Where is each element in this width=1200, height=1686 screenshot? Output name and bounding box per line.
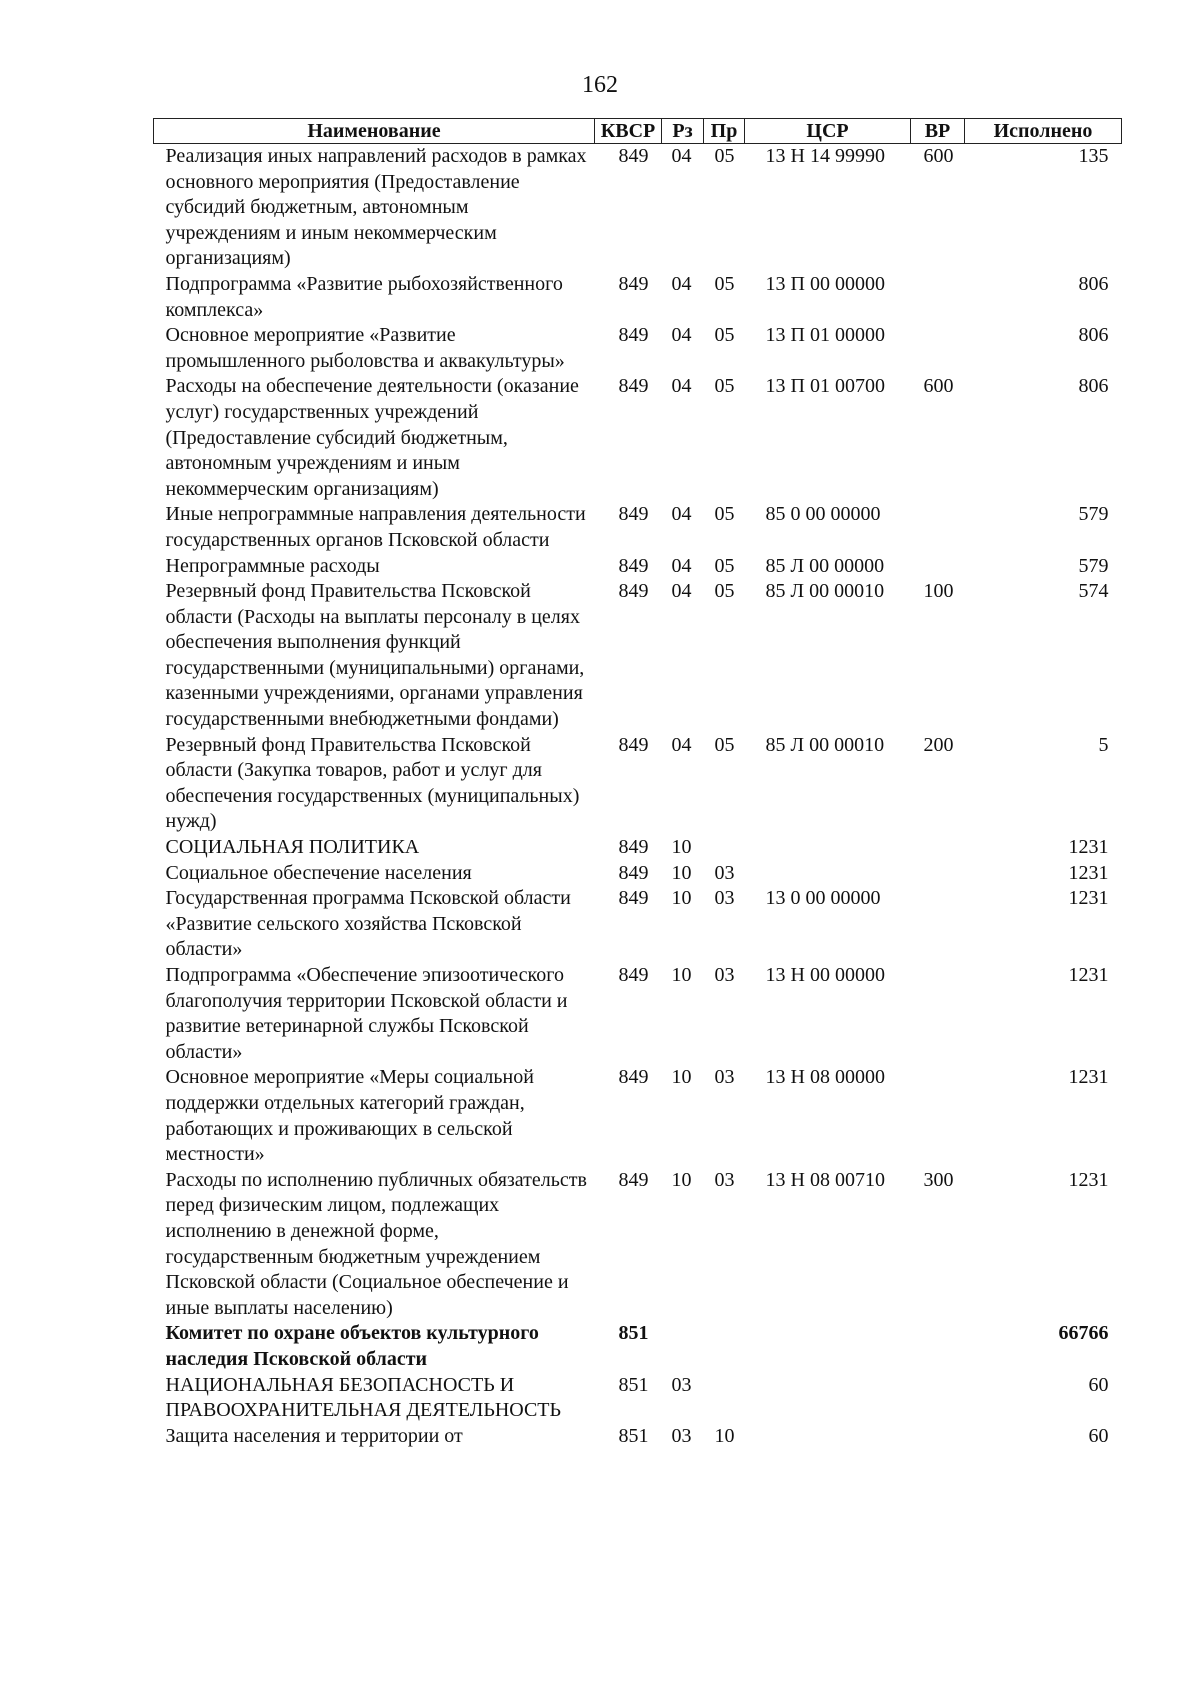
cell-kvsr: 849 (618, 375, 649, 398)
cell-kvsr: 849 (618, 145, 649, 167)
table-row (154, 502, 1122, 553)
cell-amount: 1231 (1068, 1168, 1109, 1191)
table-row (154, 1321, 1122, 1372)
table-row (154, 374, 1122, 502)
cell-rz: 04 (671, 733, 692, 756)
cell-amount: 5 (1098, 733, 1109, 756)
cell-amount: 579 (1078, 554, 1109, 577)
cell-kvsr: 849 (618, 1066, 649, 1089)
cell-rz: 04 (671, 272, 692, 295)
cell-pr: 03 (714, 861, 735, 884)
cell-csr (745, 1373, 911, 1424)
cell-amount: 1231 (1068, 861, 1109, 884)
cell-rz: 10 (671, 1168, 692, 1191)
cell-pr: 05 (714, 145, 735, 167)
cell-name: Социальное обеспечение населения (165, 861, 472, 884)
cell-pr: 05 (714, 272, 735, 295)
cell-kvsr: 851 (618, 1322, 649, 1345)
cell-vr (911, 502, 965, 553)
cell-rz: 04 (671, 324, 692, 347)
cell-pr: 05 (714, 733, 735, 756)
table-row (154, 835, 1122, 861)
cell-vr (911, 1373, 965, 1424)
cell-amount: 579 (1078, 503, 1109, 526)
cell-name: Резервный фонд Правительства Псковской области (Расходы на выплаты персоналу в целях обеспечения выполнения функций государственными (муниципальными) органами, казенными учреждениями, органами управления государственными внебюджетными фондами) (165, 580, 585, 731)
cell-amount: 1231 (1068, 887, 1109, 910)
cell-rz: 10 (671, 1066, 692, 1089)
cell-amount: 1231 (1068, 1066, 1109, 1089)
cell-csr (745, 835, 911, 861)
cell-rz (662, 1321, 704, 1372)
cell-vr (911, 554, 965, 580)
cell-vr (911, 963, 965, 1065)
column-header-pr: Пр (704, 119, 745, 144)
page-number: 162 (582, 72, 618, 98)
cell-kvsr: 849 (618, 733, 649, 756)
cell-pr (704, 1373, 745, 1424)
cell-kvsr: 849 (618, 503, 649, 526)
cell-amount: 806 (1078, 272, 1109, 295)
cell-csr: 13 П 00 00000 (765, 272, 885, 295)
cell-amount: 1231 (1068, 836, 1109, 859)
table-row (154, 1168, 1122, 1322)
cell-kvsr: 849 (618, 887, 649, 910)
table-body (154, 144, 1122, 1450)
cell-pr (704, 835, 745, 861)
cell-amount: 806 (1078, 324, 1109, 347)
cell-pr: 03 (714, 1168, 735, 1191)
table-row (154, 1373, 1122, 1424)
cell-name: Резервный фонд Правительства Псковской области (Закупка товаров, работ и услуг для обеспечения государственных (муниципальных) нужд) (165, 733, 580, 833)
cell-name: СОЦИАЛЬНАЯ ПОЛИТИКА (165, 836, 420, 859)
cell-vr (911, 886, 965, 963)
cell-kvsr: 849 (618, 964, 649, 986)
cell-rz: 04 (671, 145, 692, 167)
cell-csr: 13 Н 08 00000 (765, 1066, 885, 1089)
cell-amount: 1231 (1068, 964, 1109, 986)
cell-amount: 66766 (1058, 1322, 1109, 1345)
cell-kvsr: 849 (618, 1168, 649, 1191)
cell-name: Расходы по исполнению публичных обязательств перед физическим лицом, подлежащих исполнению в денежной форме, государственным бюджетным учреждением Псковской области (Социальное обеспечение и иные выплаты населению) (165, 1168, 587, 1319)
table-row (154, 579, 1122, 733)
cell-csr: 13 П 01 00700 (765, 375, 885, 398)
table-row (154, 1065, 1122, 1167)
cell-csr (745, 1321, 911, 1372)
cell-rz: 03 (671, 1424, 692, 1447)
cell-csr: 85 Л 00 00010 (765, 580, 885, 603)
column-header-kvsr: КВСР (595, 119, 662, 144)
cell-kvsr: 849 (618, 324, 649, 347)
cell-name: Государственная программа Псковской области «Развитие сельского хозяйства Псковской области» (165, 887, 571, 961)
cell-pr: 03 (714, 887, 735, 910)
table-row (154, 144, 1122, 272)
cell-name: Иные непрограммные направления деятельности государственных органов Псковской области (165, 503, 586, 551)
cell-vr (911, 861, 965, 887)
cell-name: Подпрограмма «Обеспечение эпизоотического благополучия территории Псковской области и развитие ветеринарной службы Псковской области» (165, 964, 568, 1063)
cell-name: Реализация иных направлений расходов в рамках основного мероприятия (Предоставление субсидий бюджетным, автономным учреждениям и иным некоммерческим организациям) (165, 145, 587, 270)
budget-table (153, 118, 1122, 1449)
cell-vr: 600 (923, 145, 954, 167)
cell-vr: 300 (923, 1168, 954, 1191)
cell-vr (911, 1065, 965, 1167)
cell-name: Подпрограмма «Развитие рыбохозяйственного комплекса» (165, 272, 563, 321)
cell-amount: 574 (1078, 580, 1109, 603)
cell-kvsr: 851 (618, 1373, 649, 1396)
cell-vr (911, 835, 965, 861)
cell-pr: 10 (714, 1424, 735, 1447)
cell-vr (911, 1321, 965, 1372)
cell-csr: 13 Н 08 00710 (765, 1168, 885, 1191)
cell-csr: 13 Н 00 00000 (765, 964, 885, 986)
cell-amount: 135 (1078, 145, 1109, 167)
cell-pr: 03 (714, 964, 735, 986)
table-row (154, 554, 1122, 580)
cell-csr: 85 Л 00 00000 (765, 554, 885, 577)
cell-amount: 806 (1078, 375, 1109, 398)
table-row (154, 963, 1122, 1065)
cell-rz: 04 (671, 375, 692, 398)
cell-rz: 04 (671, 503, 692, 526)
cell-name: Основное мероприятие «Меры социальной поддержки отдельных категорий граждан, работающих и проживающих в сельской местности» (165, 1066, 534, 1166)
cell-name: НАЦИОНАЛЬНАЯ БЕЗОПАСНОСТЬ И ПРАВООХРАНИТЕЛЬНАЯ ДЕЯТЕЛЬНОСТЬ (165, 1373, 561, 1422)
table-row (154, 1424, 1122, 1450)
table-row (154, 272, 1122, 323)
cell-name: Защита населения и территории от (165, 1424, 463, 1447)
cell-vr: 600 (923, 375, 954, 398)
cell-pr (704, 1321, 745, 1372)
cell-rz: 10 (671, 861, 692, 884)
table-row (154, 323, 1122, 374)
cell-csr: 13 П 01 00000 (765, 324, 885, 347)
cell-kvsr: 849 (618, 580, 649, 603)
column-header-vr: ВР (911, 119, 965, 144)
cell-name: Непрограммные расходы (165, 554, 380, 577)
cell-csr: 13 Н 14 99990 (765, 145, 885, 167)
cell-pr: 05 (714, 375, 735, 398)
cell-vr (911, 1424, 965, 1450)
cell-name: Расходы на обеспечение деятельности (оказание услуг) государственных учреждений (Предоставление субсидий бюджетным, автономным учреждениям и иным некоммерческим организациям) (165, 375, 579, 500)
cell-pr: 05 (714, 503, 735, 526)
cell-name: Основное мероприятие «Развитие промышленного рыболовства и аквакультуры» (165, 324, 565, 372)
table-row (154, 733, 1122, 835)
cell-amount: 60 (1088, 1373, 1109, 1396)
cell-rz: 04 (671, 580, 692, 603)
cell-pr: 05 (714, 324, 735, 347)
column-header-amount: Исполнено (965, 119, 1122, 144)
cell-rz: 10 (671, 836, 692, 859)
cell-kvsr: 849 (618, 272, 649, 295)
cell-rz: 10 (671, 964, 692, 986)
cell-pr: 05 (714, 580, 735, 603)
cell-kvsr: 851 (618, 1424, 649, 1447)
cell-vr (911, 272, 965, 323)
cell-kvsr: 849 (618, 861, 649, 884)
cell-csr: 85 0 00 00000 (765, 503, 881, 526)
cell-csr (745, 861, 911, 887)
cell-amount: 60 (1088, 1424, 1109, 1447)
table-row (154, 861, 1122, 887)
cell-kvsr: 849 (618, 554, 649, 577)
cell-vr: 100 (923, 580, 954, 603)
cell-csr: 85 Л 00 00010 (765, 733, 885, 756)
column-header-name: Наименование (154, 119, 595, 144)
table-row (154, 886, 1122, 963)
cell-rz: 10 (671, 887, 692, 910)
cell-rz: 03 (671, 1373, 692, 1396)
cell-pr: 03 (714, 1066, 735, 1089)
column-header-csr: ЦСР (745, 119, 911, 144)
cell-pr: 05 (714, 554, 735, 577)
column-header-rz: Рз (662, 119, 704, 144)
cell-csr: 13 0 00 00000 (765, 887, 881, 910)
cell-kvsr: 849 (618, 836, 649, 859)
cell-name: Комитет по охране объектов культурного наследия Псковской области (165, 1322, 539, 1370)
table-header-row (154, 119, 1122, 144)
cell-vr: 200 (923, 733, 954, 756)
cell-vr (911, 323, 965, 374)
cell-csr (745, 1424, 911, 1450)
cell-rz: 04 (671, 554, 692, 577)
